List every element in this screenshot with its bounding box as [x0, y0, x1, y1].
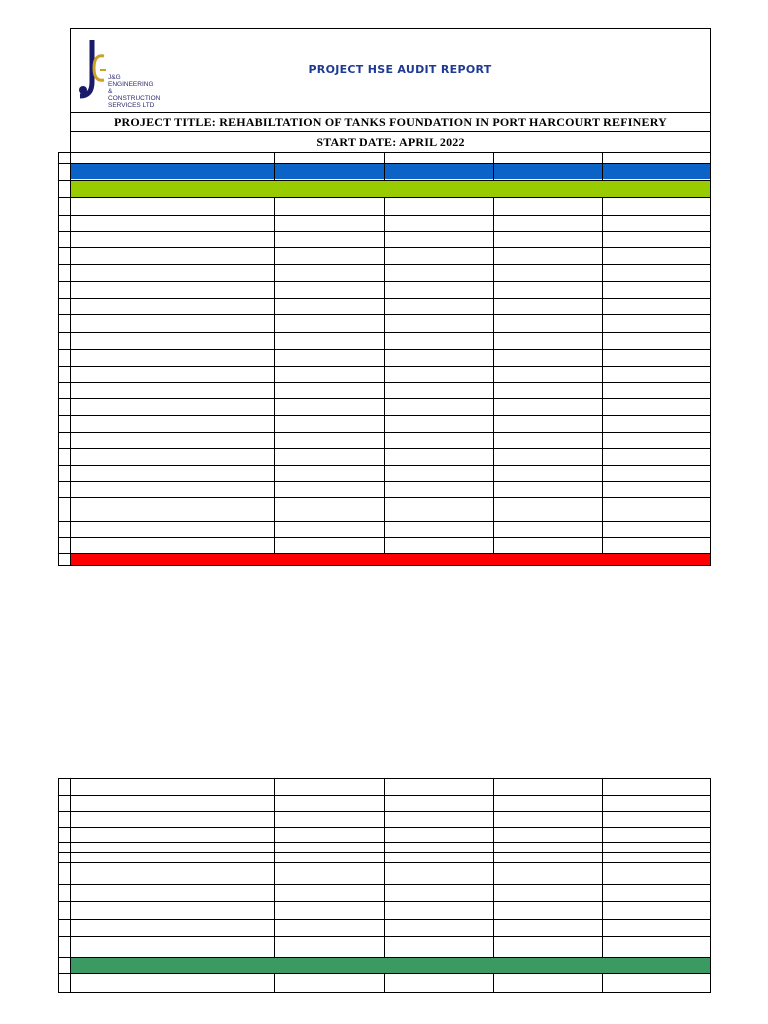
row-label	[72, 333, 272, 349]
row-value	[385, 453, 493, 464]
row-value	[494, 905, 602, 916]
row-value	[603, 814, 710, 825]
row-value	[385, 798, 493, 809]
row-label	[72, 499, 272, 522]
row-value	[275, 525, 384, 536]
row-value	[275, 887, 384, 898]
row-value	[603, 868, 710, 879]
row-label	[72, 265, 272, 281]
row-value	[385, 320, 493, 331]
row-value	[275, 781, 384, 792]
row-value	[385, 814, 493, 825]
row-value	[494, 868, 602, 879]
row-value	[494, 485, 602, 496]
row-label	[72, 282, 272, 298]
row-value	[385, 905, 493, 916]
column-header-month	[385, 164, 493, 179]
row-label	[72, 449, 272, 465]
column-header-kpi	[71, 164, 274, 179]
row-value	[603, 887, 710, 898]
row-label	[72, 538, 272, 553]
row-value	[275, 269, 384, 280]
row-value	[494, 386, 602, 397]
row-label	[72, 522, 272, 537]
row-value	[385, 941, 493, 952]
row-value	[494, 509, 602, 520]
row-value	[385, 252, 493, 263]
row-value	[494, 887, 602, 898]
row-value	[603, 922, 710, 933]
row-value	[385, 370, 493, 381]
row-value	[494, 469, 602, 480]
row-value	[603, 420, 710, 431]
row-value	[385, 469, 493, 480]
row-value	[385, 354, 493, 365]
row-value	[385, 975, 493, 986]
row-value	[494, 420, 602, 431]
row-value	[603, 269, 710, 280]
row-value	[275, 320, 384, 331]
row-value	[385, 203, 493, 214]
row-label	[72, 828, 272, 842]
row-label	[72, 399, 272, 415]
row-label	[72, 232, 272, 247]
company-name-line2: & CONSTRUCTION	[108, 88, 161, 102]
row-value	[603, 354, 710, 365]
report-title: PROJECT HSE AUDIT REPORT	[308, 63, 492, 76]
row-value	[494, 975, 602, 986]
row-value	[603, 203, 710, 214]
row-value	[603, 905, 710, 916]
row-value	[494, 436, 602, 447]
row-value	[494, 269, 602, 280]
row-value	[275, 941, 384, 952]
row-label	[72, 248, 272, 264]
row-value	[275, 541, 384, 552]
row-value	[385, 485, 493, 496]
row-value	[603, 453, 710, 464]
row-value	[603, 941, 710, 952]
row-label	[72, 812, 272, 827]
row-label	[72, 920, 272, 936]
row-label	[72, 853, 272, 862]
row-value	[385, 386, 493, 397]
row-value	[385, 403, 493, 414]
row-value	[275, 219, 384, 230]
row-value	[275, 469, 384, 480]
row-value	[275, 370, 384, 381]
row-value	[385, 781, 493, 792]
row-value	[603, 302, 710, 313]
row-value	[603, 337, 710, 348]
row-label	[72, 315, 272, 332]
lagging-indicators-band	[71, 554, 710, 565]
row-value	[385, 302, 493, 313]
row-value	[494, 525, 602, 536]
row-label	[72, 383, 272, 398]
row-value	[494, 302, 602, 313]
row-value	[385, 337, 493, 348]
row-value	[494, 337, 602, 348]
row-label	[72, 416, 272, 432]
row-value	[275, 436, 384, 447]
row-label	[72, 980, 272, 991]
row-value	[603, 320, 710, 331]
row-value	[603, 469, 710, 480]
row-value	[385, 286, 493, 297]
row-value	[494, 235, 602, 246]
company-logo	[74, 38, 164, 109]
row-label	[72, 466, 272, 481]
row-value	[603, 235, 710, 246]
row-value	[603, 485, 710, 496]
row-value	[603, 541, 710, 552]
row-value	[385, 420, 493, 431]
row-value	[385, 269, 493, 280]
leading-indicators-band	[71, 181, 710, 197]
row-value	[494, 941, 602, 952]
row-label	[72, 299, 272, 314]
row-value	[494, 922, 602, 933]
row-value	[603, 975, 710, 986]
row-value	[494, 781, 602, 792]
row-value	[275, 286, 384, 297]
column-header-month	[275, 164, 384, 179]
row-label	[72, 863, 272, 884]
row-value	[603, 509, 710, 520]
row-value	[494, 829, 602, 840]
row-value	[385, 922, 493, 933]
row-label	[72, 433, 272, 448]
row-value	[385, 868, 493, 879]
row-value	[603, 781, 710, 792]
row-value	[494, 453, 602, 464]
row-value	[494, 814, 602, 825]
row-value	[275, 829, 384, 840]
row-value	[494, 203, 602, 214]
row-value	[385, 235, 493, 246]
row-value	[603, 403, 710, 414]
row-label	[72, 198, 272, 215]
row-value	[275, 485, 384, 496]
row-value	[494, 219, 602, 230]
row-label	[72, 216, 272, 231]
row-value	[494, 370, 602, 381]
row-value	[275, 420, 384, 431]
row-value	[275, 905, 384, 916]
row-value	[275, 868, 384, 879]
row-value	[275, 975, 384, 986]
row-value	[275, 509, 384, 520]
row-label	[72, 843, 272, 852]
column-header-month	[494, 164, 602, 179]
row-value	[275, 403, 384, 414]
row-value	[385, 525, 493, 536]
company-name-line1: J&G ENGINEERING	[108, 74, 154, 88]
logo-mark-icon	[74, 38, 108, 104]
row-value	[603, 386, 710, 397]
row-value	[494, 541, 602, 552]
row-label	[72, 779, 272, 795]
row-value	[385, 436, 493, 447]
row-value	[385, 509, 493, 520]
row-value	[275, 235, 384, 246]
row-label	[72, 367, 272, 382]
row-value	[275, 354, 384, 365]
row-value	[385, 829, 493, 840]
row-value	[603, 829, 710, 840]
row-value	[603, 219, 710, 230]
start-date: START DATE: APRIL 2022	[316, 135, 465, 149]
row-value	[494, 320, 602, 331]
company-name-line3: SERVICES LTD	[108, 102, 155, 109]
row-value	[275, 386, 384, 397]
row-value	[494, 354, 602, 365]
row-value	[385, 219, 493, 230]
row-value	[603, 525, 710, 536]
row-label	[72, 885, 272, 901]
row-value	[385, 541, 493, 552]
row-label	[72, 350, 272, 366]
row-value	[275, 453, 384, 464]
row-label	[72, 796, 272, 811]
row-value	[275, 798, 384, 809]
row-label	[72, 482, 272, 497]
row-value	[385, 887, 493, 898]
row-value	[275, 252, 384, 263]
environmental-indicators-band	[71, 958, 710, 973]
row-value	[275, 814, 384, 825]
column-header-month	[603, 164, 710, 179]
row-value	[494, 286, 602, 297]
row-value	[603, 286, 710, 297]
row-value	[275, 302, 384, 313]
row-value	[275, 337, 384, 348]
row-value	[603, 370, 710, 381]
row-value	[603, 252, 710, 263]
row-value	[494, 403, 602, 414]
row-value	[494, 252, 602, 263]
row-value	[275, 922, 384, 933]
project-title: PROJECT TITLE: REHABILTATION OF TANKS FOUNDATION IN PORT HARCOURT REFINERY	[113, 115, 668, 129]
row-value	[603, 436, 710, 447]
row-value	[275, 203, 384, 214]
row-value	[494, 798, 602, 809]
row-value	[603, 798, 710, 809]
